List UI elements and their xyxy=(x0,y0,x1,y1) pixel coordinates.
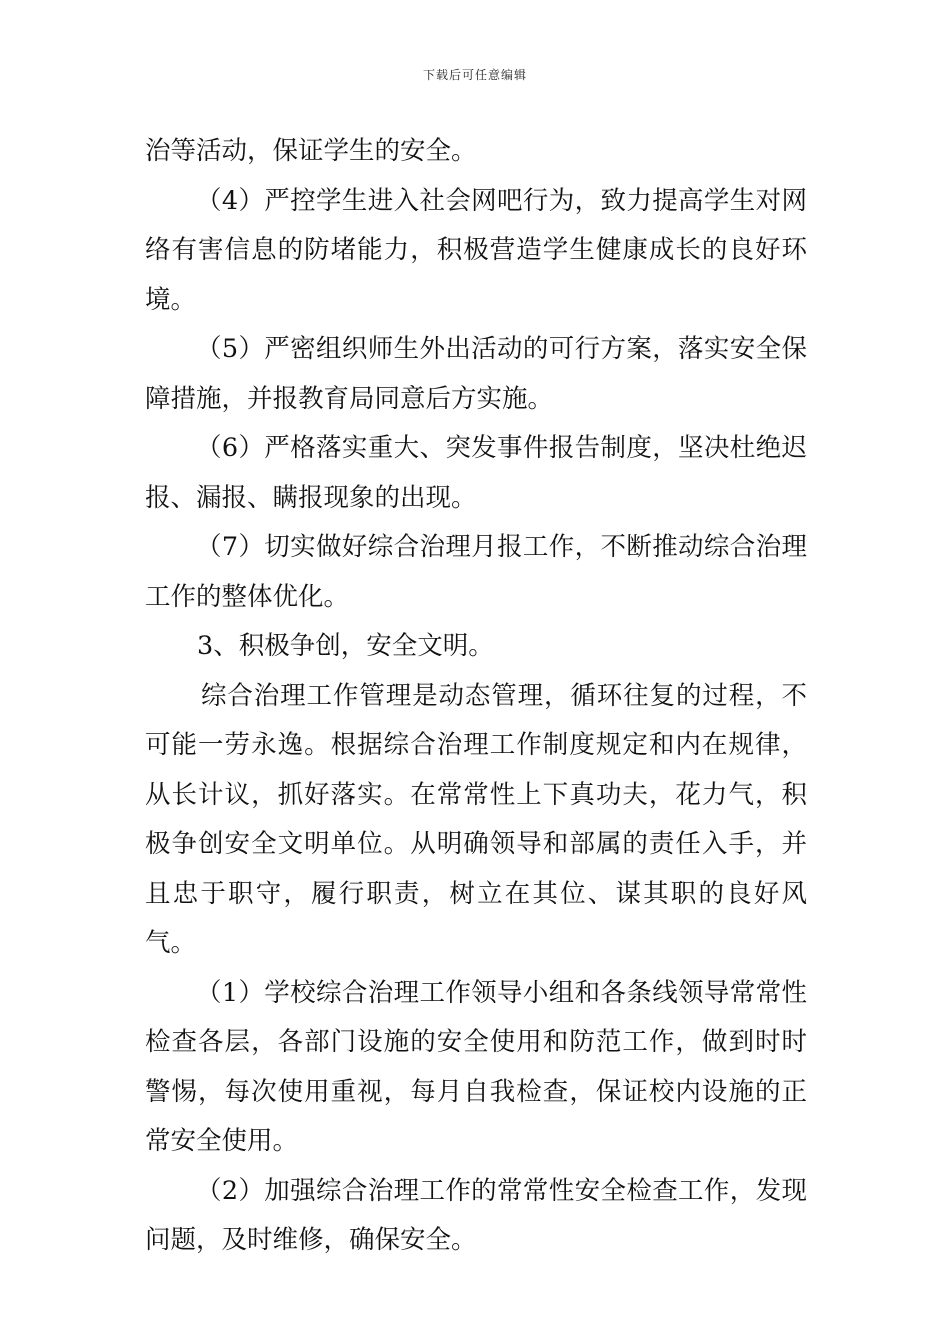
paragraph-item-5: （5）严密组织师生外出活动的可行方案，落实安全保障措施，并报教育局同意后方实施。 xyxy=(145,334,807,414)
paragraph-section-3-intro: 综合治理工作管理是动态管理，循环往复的过程，不可能一劳永逸。根据综合治理工作制度规定和内在规律，从长计议，抓好落实。在常常性上下真功夫，花力气，积极争创安全文明单位。从明确领导和部属的责任入手，并且忠于职守，履行职责，树立在其位、谋其职的良好风气。 xyxy=(145,680,807,958)
paragraph-item-4: （4）严控学生进入社会网吧行为，致力提高学生对网络有害信息的防堵能力，积极营造学生健康成长的良好环境。 xyxy=(145,185,807,315)
paragraph-item-1: （1）学校综合治理工作领导小组和各条线领导常常性检查各层，各部门设施的安全使用和防范工作，做到时时警惕，每次使用重视，每月自我检查，保证校内设施的正常安全使用。 xyxy=(145,977,807,1156)
paragraph-item-2: （2）加强综合治理工作的常常性安全检查工作，发现问题，及时维修，确保安全。 xyxy=(145,1175,807,1255)
document-body xyxy=(145,127,807,1266)
paragraph-item-6: （6）严格落实重大、突发事件报告制度，坚决杜绝迟报、漏报、瞒报现象的出现。 xyxy=(145,433,807,513)
section-heading-3: 3、积极争创，安全文明。 xyxy=(197,631,494,661)
paragraph-item-7: （7）切实做好综合治理月报工作，不断推动综合治理工作的整体优化。 xyxy=(145,532,807,612)
page-header: 下载后可任意编辑 xyxy=(422,68,527,82)
paragraph-continuation: 治等活动，保证学生的安全。 xyxy=(145,136,477,166)
